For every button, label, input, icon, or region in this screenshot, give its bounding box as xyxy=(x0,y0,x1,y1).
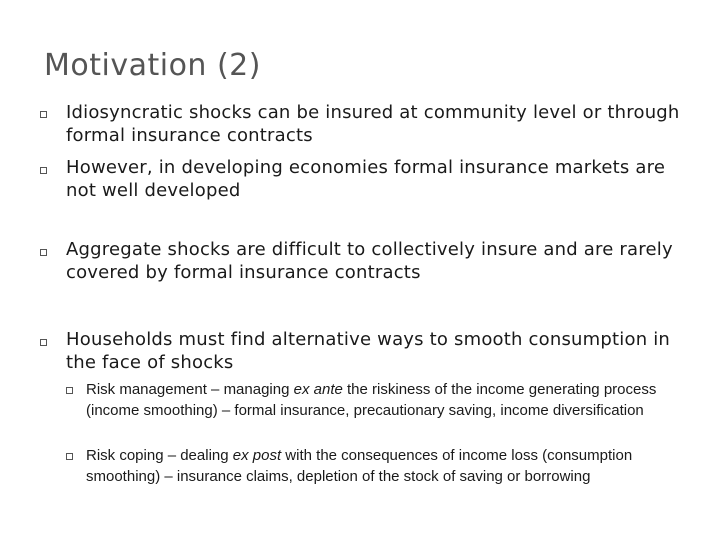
square-bullet-icon xyxy=(40,246,47,259)
square-bullet-icon xyxy=(40,164,47,177)
square-bullet-icon xyxy=(40,108,47,121)
sub-bullet-text xyxy=(86,445,686,487)
sub-bullet-emphasis: ex ante xyxy=(293,381,343,398)
sub-bullet-post: with the consequences of income loss (consumption smoothing) – insurance claims, depletion of the stock of saving or borrowing xyxy=(86,447,633,485)
square-bullet-icon xyxy=(66,386,73,397)
sub-bullet-pre: Risk management – managing xyxy=(86,381,294,398)
bullet-text: Aggregate shocks are difficult to collectively insure and are rarely covered by formal insurance contracts xyxy=(66,239,673,283)
bullet-text: Idiosyncratic shocks can be insured at community level or through formal insurance contracts xyxy=(66,102,680,146)
sub-bullet-post: the riskiness of the income generating process (income smoothing) – formal insurance, precautionary saving, income diversification xyxy=(86,381,657,419)
sub-bullet-pre: Risk coping – dealing xyxy=(86,447,233,464)
slide-title: Motivation (2) xyxy=(44,48,261,83)
square-bullet-icon xyxy=(40,336,47,349)
sub-bullet-emphasis: ex post xyxy=(232,447,282,464)
square-bullet-icon xyxy=(66,452,73,463)
bullet-text: However, in developing economies formal insurance markets are not well developed xyxy=(66,157,666,201)
bullet-text: Households must find alternative ways to smooth consumption in the face of shocks xyxy=(66,329,671,373)
sub-bullet-text xyxy=(86,379,686,421)
